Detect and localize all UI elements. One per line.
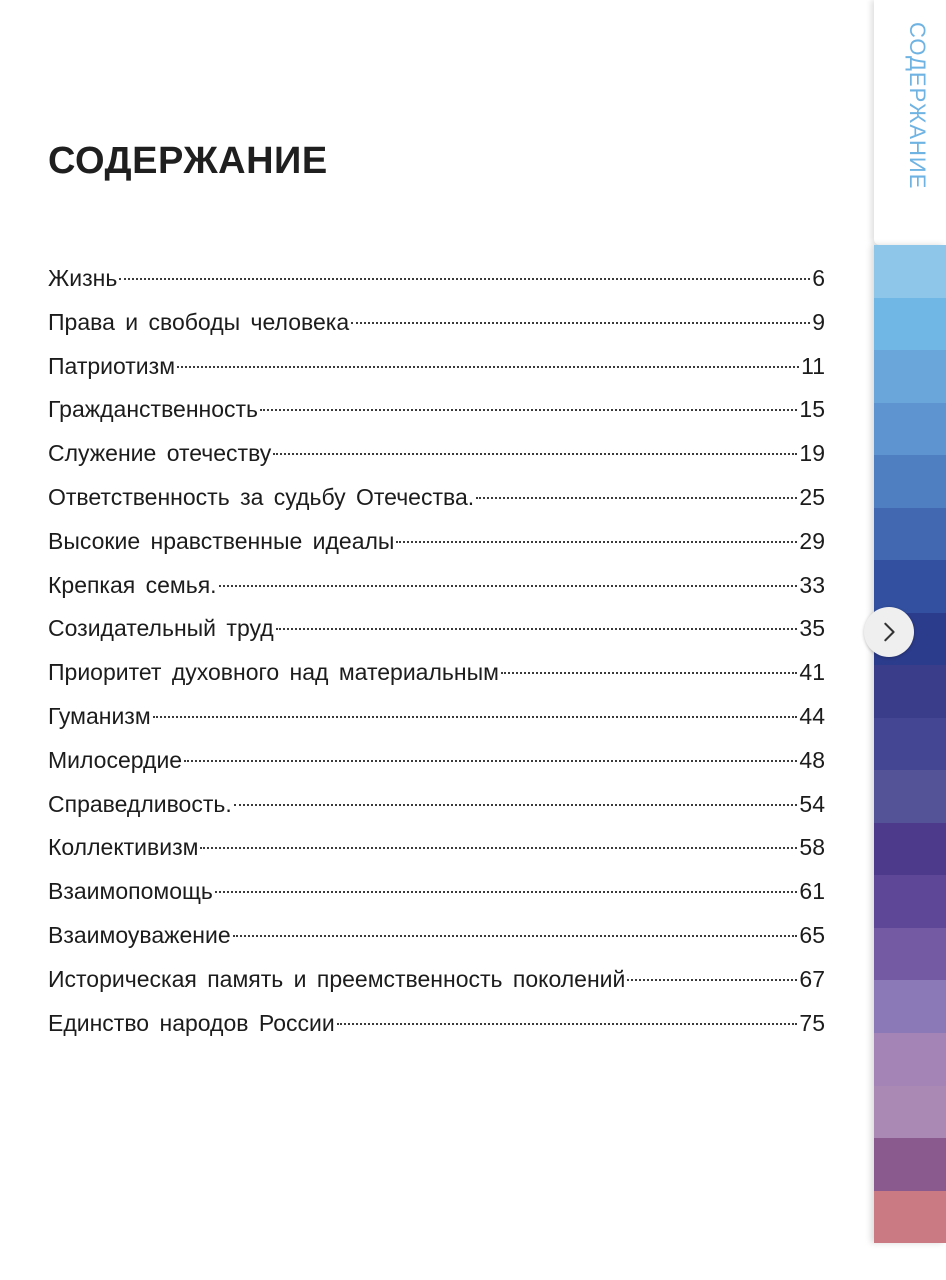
toc-entry-sozidatelnyi-trud[interactable] xyxy=(48,607,825,651)
table-of-contents xyxy=(48,257,825,1045)
toc-entry-label: Гражданственность xyxy=(48,396,259,423)
toc-entry-page: 75 xyxy=(799,1009,825,1036)
section-tab-7[interactable] xyxy=(874,560,946,613)
section-tab-11[interactable] xyxy=(874,770,946,823)
toc-entry-spravedlivost[interactable] xyxy=(48,783,825,827)
toc-entry-label: Жизнь xyxy=(48,265,118,291)
section-tab-19[interactable] xyxy=(874,1191,946,1244)
toc-leader-dots xyxy=(119,278,810,280)
toc-entry-patriotizm[interactable] xyxy=(48,345,825,389)
toc-entry-page: 33 xyxy=(799,571,825,598)
toc-leader-dots xyxy=(215,891,798,893)
toc-entry-istoricheskaya-pamyat[interactable] xyxy=(48,958,825,1002)
toc-entry-otvetstvennost[interactable] xyxy=(48,476,825,520)
section-tab-17[interactable] xyxy=(874,1086,946,1139)
toc-leader-dots xyxy=(233,935,798,937)
toc-entry-label: Историческая память и преемственность поколений xyxy=(48,965,626,992)
toc-entry-gumanizm[interactable] xyxy=(48,695,825,739)
toc-entry-prava-i-svobody[interactable] xyxy=(48,301,825,345)
toc-leader-dots xyxy=(153,716,798,718)
chevron-right-icon xyxy=(878,621,900,643)
section-tab-2[interactable] xyxy=(874,298,946,351)
toc-leader-dots xyxy=(200,847,797,849)
toc-entry-label: Служение отечеству xyxy=(48,440,272,467)
toc-entry-label: Ответственность за судьбу Отечества. xyxy=(48,483,475,510)
toc-entry-vzaimouvazhenie[interactable] xyxy=(48,914,825,958)
toc-entry-label: Единство народов России xyxy=(48,1009,335,1036)
toc-leader-dots xyxy=(476,497,797,499)
toc-entry-label: Патриотизм xyxy=(48,352,176,379)
toc-entry-prioritet-dukhovnogo[interactable] xyxy=(48,651,825,695)
toc-entry-page: 48 xyxy=(799,746,825,773)
section-tab-label: СОДЕРЖАНИЕ xyxy=(905,22,930,190)
toc-leader-dots xyxy=(273,453,797,455)
toc-entry-vzaimopomoshch[interactable] xyxy=(48,870,825,914)
toc-leader-dots xyxy=(184,760,797,762)
section-tab-12[interactable] xyxy=(874,823,946,876)
toc-entry-grazhdanstvennost[interactable] xyxy=(48,388,825,432)
toc-entry-page: 29 xyxy=(799,527,825,554)
toc-entry-page: 58 xyxy=(799,834,825,861)
toc-entry-label: Крепкая семья. xyxy=(48,571,217,598)
section-tab-13[interactable] xyxy=(874,875,946,928)
toc-entry-label: Гуманизм xyxy=(48,702,151,729)
toc-leader-dots xyxy=(219,585,798,587)
toc-entry-page: 19 xyxy=(799,440,825,467)
toc-entry-label: Взаимоуважение xyxy=(48,921,231,948)
toc-entry-label: Права и свободы человека xyxy=(48,308,350,335)
toc-leader-dots xyxy=(276,628,798,630)
page-title: СОДЕРЖАНИЕ xyxy=(48,140,328,182)
toc-entry-page: 54 xyxy=(799,790,825,817)
toc-entry-page: 41 xyxy=(799,659,825,686)
toc-entry-miloserdie[interactable] xyxy=(48,739,825,783)
toc-entry-sluzhenie[interactable] xyxy=(48,432,825,476)
section-tab-15[interactable] xyxy=(874,980,946,1033)
section-tab-4[interactable] xyxy=(874,403,946,456)
toc-entry-page: 35 xyxy=(799,615,825,642)
toc-entry-page: 25 xyxy=(799,483,825,510)
toc-entry-page: 67 xyxy=(799,965,825,992)
toc-entry-zhizn[interactable] xyxy=(48,257,825,301)
section-tab-3[interactable] xyxy=(874,350,946,403)
toc-entry-label: Коллективизм xyxy=(48,834,199,861)
section-tab-14[interactable] xyxy=(874,928,946,981)
section-tab-18[interactable] xyxy=(874,1138,946,1191)
section-color-strip xyxy=(874,245,946,1243)
toc-entry-label: Приоритет духовного над материальным xyxy=(48,659,499,686)
toc-entry-page: 44 xyxy=(799,702,825,729)
toc-entry-label: Высокие нравственные идеалы xyxy=(48,527,395,554)
toc-entry-label: Созидательный труд xyxy=(48,615,274,642)
toc-entry-page: 65 xyxy=(799,921,825,948)
toc-leader-dots xyxy=(627,979,797,981)
toc-leader-dots xyxy=(177,366,799,368)
toc-entry-kollektivizm[interactable] xyxy=(48,826,825,870)
section-tab-9[interactable] xyxy=(874,665,946,718)
section-tab-1[interactable] xyxy=(874,245,946,298)
section-tab-6[interactable] xyxy=(874,508,946,561)
section-tab-5[interactable] xyxy=(874,455,946,508)
toc-leader-dots xyxy=(351,322,810,324)
toc-leader-dots xyxy=(234,804,798,806)
toc-entry-page: 61 xyxy=(799,878,825,905)
toc-entry-vysokie-idealy[interactable] xyxy=(48,520,825,564)
toc-entry-edinstvo-narodov[interactable] xyxy=(48,1002,825,1046)
toc-leader-dots xyxy=(337,1023,798,1025)
toc-entry-page: 15 xyxy=(799,396,825,423)
toc-entry-page: 11 xyxy=(801,352,825,379)
section-tab-contents[interactable] xyxy=(874,0,946,245)
toc-entry-page: 9 xyxy=(812,308,825,335)
next-page-button[interactable] xyxy=(864,607,914,657)
toc-leader-dots xyxy=(260,409,797,411)
toc-entry-page: 6 xyxy=(812,265,825,291)
toc-entry-label: Взаимопомощь xyxy=(48,878,213,905)
toc-leader-dots xyxy=(501,672,797,674)
section-tab-10[interactable] xyxy=(874,718,946,771)
toc-leader-dots xyxy=(396,541,797,543)
toc-entry-label: Справедливость. xyxy=(48,790,232,817)
toc-entry-krepkaya-semya[interactable] xyxy=(48,564,825,608)
section-tab-16[interactable] xyxy=(874,1033,946,1086)
toc-entry-label: Милосердие xyxy=(48,746,183,773)
